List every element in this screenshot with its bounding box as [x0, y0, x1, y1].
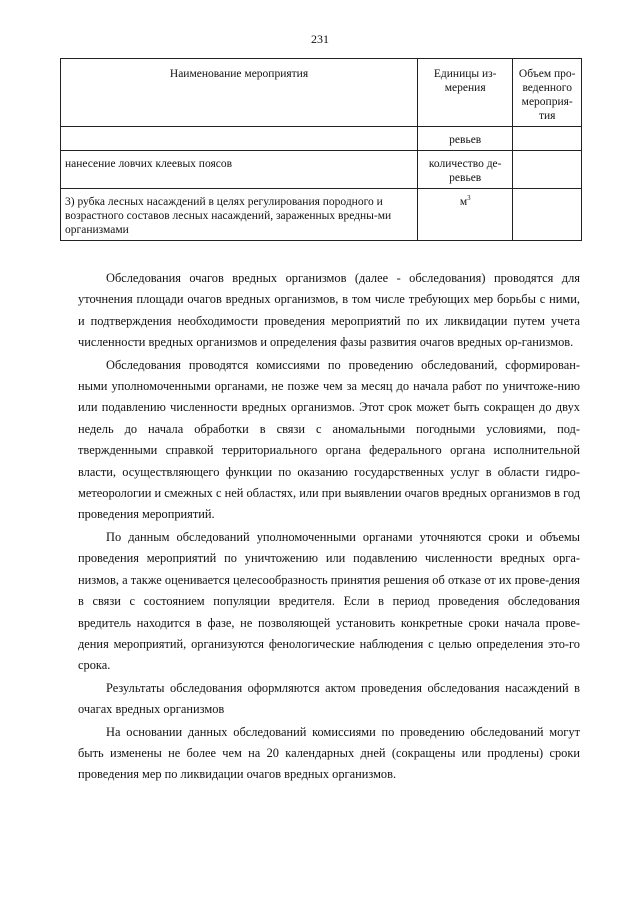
cell-volume	[513, 127, 582, 151]
cell-name: нанесение ловчих клеевых поясов	[61, 151, 418, 189]
paragraph: Результаты обследования оформляются актом проведения обследования насаждений в очагах вредных организмов	[78, 680, 580, 717]
cell-unit	[418, 189, 513, 241]
table-row	[61, 127, 582, 151]
cell-volume	[513, 189, 582, 241]
paragraph: Обследования очагов вредных организмов (далее - обследования) проводятся для уточнения площади очагов вредных организмов, в том числе требующих мер борьбы с ними, и подтверждения необходимости проведения мероприятий по их ликвидации путем учета численности вредных организмов и определения фазы развития очагов вредных ор-ганизмов.	[78, 271, 580, 350]
table-header-row	[61, 59, 582, 127]
page-number: 231	[311, 32, 329, 46]
cell-name	[61, 127, 418, 151]
cell-unit: количество де-ревьев	[418, 151, 513, 189]
cell-unit: ревьев	[418, 127, 513, 151]
header-name: Наименование мероприятия	[61, 59, 418, 127]
measures-table	[60, 58, 582, 241]
header-volume: Объем про-веденного мероприя-тия	[513, 59, 582, 127]
paragraph: По данным обследований уполномоченными органами уточняются сроки и объемы проведения мероприятий по уничтожению или подавлению численности вредных орга-низмов, а также оценивается целесообразность принятия решения об отказе от их прове-дения в связи с состоянием популяции вредителя. Если в период проведения обследования вредитель находится в фазе, не позволяющей установить конкретные сроки начала прове-дения мероприятий, организуются фенологические наблюдения с целью определения это-го срока.	[78, 529, 580, 673]
cell-name: 3) рубка лесных насаждений в целях регулирования породного и возрастного составов лесных насаждений, зараженных вредны-ми организмами	[61, 189, 418, 241]
paragraph: На основании данных обследований комиссиями по проведению обследований могут быть изменены не более чем на 20 календарных дней (сокращены или продлены) сроки проведения мер по ликвидации очагов вредных организмов.	[78, 724, 580, 782]
header-unit: Единицы из-мерения	[418, 59, 513, 127]
unit-text: м	[459, 196, 468, 208]
table-row	[61, 151, 582, 189]
paragraph: Обследования проводятся комиссиями по проведению обследований, сформирован-ными уполномоченными органами, не позже чем за месяц до начала работ по уничтоже-нию или подавлению численности вредных организмов. Этот срок может быть сокращен до двух недель до начала обработки в связи с аномальными погодными условиями, под-твержденными справкой территориального органа федерального органа исполнительной власти, осуществляющего функции по оказанию государственных услуг в области гидро-метеорологии и смежных с ней областях, или при выявлении очагов вредных организмов в год проведения мероприятий.	[78, 357, 580, 522]
body-text	[78, 268, 580, 786]
table-row	[61, 189, 582, 241]
unit-exponent: 3	[467, 194, 471, 203]
cell-volume	[513, 151, 582, 189]
